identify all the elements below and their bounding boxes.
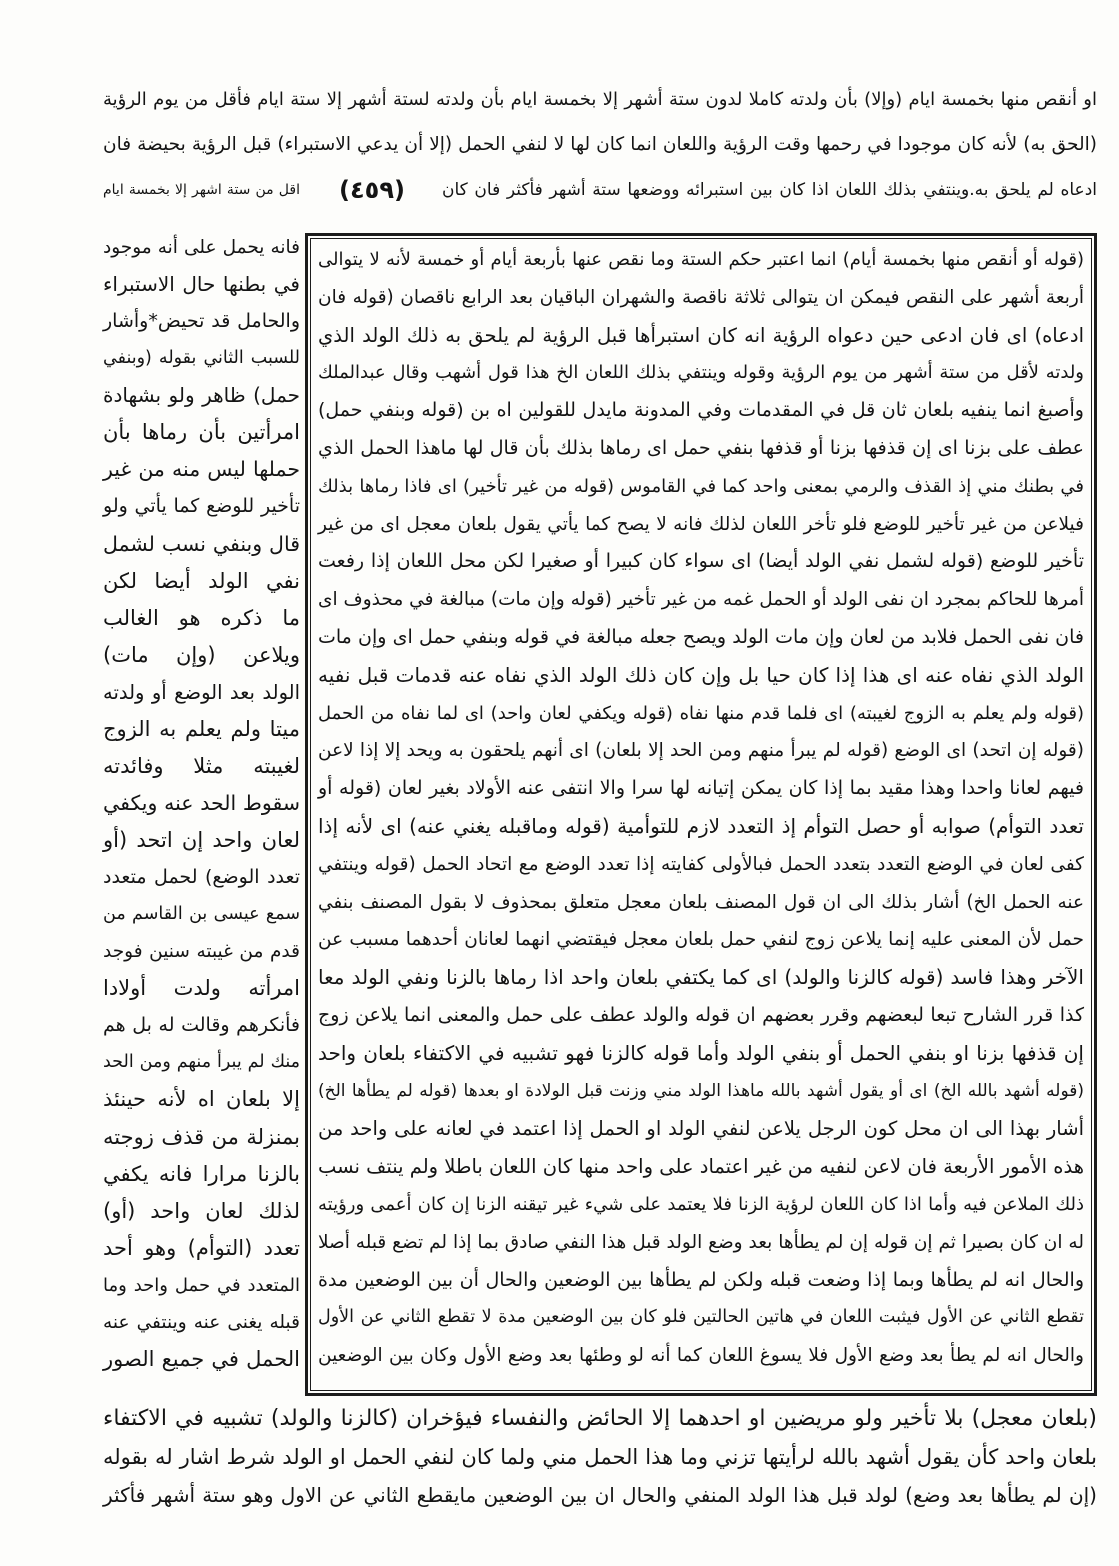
- side-column-line: حمل) ظاهر ولو بشهادة: [103, 383, 300, 408]
- side-column-line: والحامل قد تحيض*وأشار: [103, 310, 300, 333]
- side-column-line: منك لم يبرأ منهم ومن الحد: [103, 1052, 300, 1073]
- side-column-line: ميتا ولم يعلم به الزوج: [103, 716, 300, 741]
- side-column-line: سمع عيسى بن القاسم من: [103, 904, 300, 925]
- commentary-line: أشار بهذا الى ان محل كون الرجل يلاعن لنفي الولد او الحمل إذا اعتمد في لعانه على واحد من: [318, 1117, 1084, 1141]
- commentary-line: (قوله أشهد بالله الخ) اى أو يقول أشهد بالله ماهذا الولد مني وزنت قبل الولادة او بعدها (قوله لم يطأها الخ): [318, 1080, 1084, 1101]
- main-text-line: بلعان واحد كأن يقول أشهد بالله لرأيتها تزني وما هذا الحمل مني ولما كان لنفي الحمل او الولد شرط اشار له بقوله: [103, 1445, 1097, 1469]
- commentary-line: هذه الأمور الأربعة فان لاعن لنفيه من غير اعتماد على واحد منها كان اللعان باطلا ولم ينتف نسب: [318, 1155, 1084, 1179]
- side-column-line: حملها ليس منه من غير: [103, 457, 300, 482]
- page-number: (٤٥٩): [339, 176, 405, 204]
- side-column-line: تعدد (التوأم) وهو أحد: [103, 1235, 300, 1260]
- commentary-line: فيهم لعانا واحدا وهذا مقيد بما إذا كان يمكن إتيانه لها سرا والا انتفى عنه الأولاد بغير لعان (قوله أو: [318, 777, 1084, 800]
- side-column-line: امرأتين بأن رماها بأن: [103, 420, 300, 445]
- side-column-line: قدم من غيبته سنين فوجد: [103, 941, 300, 963]
- commentary-line: وأصبغ انما ينفيه بلعان ثان قل في المقدمات وفي المدونة مايدل للقولين اه بن (قوله وبنفي حمل): [318, 399, 1084, 422]
- side-column-line: فأنكرهم وقالت له بل هم: [103, 1014, 300, 1037]
- commentary-line: تأخير للوضع (قوله لشمل نفي الولد أيضا) اى سواء كان كبيرا أو صغيرا لكن محل اللعان إذا رفعت: [318, 550, 1084, 573]
- commentary-line: فيلاعن من غير تأخير للوضع فلو تأخر اللعان لذلك فانه لا يصح كما يأتي يقول بلعان معجل اى من غير: [318, 513, 1084, 535]
- main-text-line: (بلعان معجل) بلا تأخير ولو مريضين او احدهما إلا الحائض والنفساء فيؤخران (كالزنا والولد) تشبيه في الاكتفاء: [103, 1406, 1097, 1431]
- commentary-line: (قوله أو أنقص منها بخمسة أيام) انما اعتبر حكم الستة وما نقص عنها بأربعة أيام أو خمسة لأنه لا يتوالى: [318, 249, 1084, 270]
- side-column-line: لذلك لعان واحد (أو): [103, 1198, 300, 1223]
- main-text-bottom: [103, 1400, 1097, 1514]
- side-column-line: تعدد الوضع) لحمل متعدد: [103, 866, 300, 889]
- side-column-line: نفي الولد أيضا لكن: [103, 568, 300, 593]
- main-text-line-end: اقل من ستة اشهر إلا بخمسة ايام: [103, 182, 300, 198]
- commentary-line: له ان كان بصيرا ثم إن قوله إن لم يطأها بعد وضع الولد قبل هذا النفي صادق بما إذا لم تضع قبله أصلا: [318, 1231, 1084, 1253]
- commentary-line: (قوله إن اتحد) اى الوضع (قوله لم يبرأ منهم ومن الحد إلا بلعان) اى أنهم يلحقون به ويحد إلا إذا لاعن: [318, 740, 1084, 762]
- commentary-line: فان نفى الحمل فلابد من لعان وإن مات الولد ويصح جعله مبالغة في قوله وبنفي حمل اى وإن مات: [318, 625, 1084, 648]
- side-column-line: إلا بلعان اه لأنه حينئذ: [103, 1087, 300, 1112]
- commentary-line: كذا قرر الشارح تبعا لبعضهم وقرر بعضهم ان قوله والولد عطف على حمل والمعنى انما يلاعن زوج: [318, 1003, 1084, 1026]
- side-column-line: الحمل في جميع الصور: [103, 1346, 300, 1371]
- side-column-line: ويلاعن (وإن مات): [103, 642, 300, 667]
- side-column-line: للسبب الثاني بقوله (وبنفي: [103, 348, 300, 369]
- side-column-line: فانه يحمل على أنه موجود: [103, 237, 300, 258]
- commentary-line: عنه الحمل الخ) أشار بذلك الى ان قول المصنف بلعان معجل متعلق بمحذوف لا بقول المصنف بنفي: [318, 891, 1084, 913]
- commentary-line: ادعاه) اى فان ادعى حين دعواه الرؤية انه كان استبرأها قبل الرؤية لم يلحق به ذلك الولد الذي: [318, 323, 1084, 347]
- main-text-line: (الحق به) لأنه كان موجودا في رحمها وقت الرؤية واللعان انما كان لها لا لنفي الحمل (إلا أن يدعي الاستبراء) قبل الرؤية بحيضة فان: [103, 134, 1097, 155]
- main-text-line: ادعاه لم يلحق به.وينتفي بذلك اللعان اذا كان بين استبرائه ووضعها ستة أشهر فأكثر فان كان: [442, 180, 1097, 200]
- commentary-line: والحال انه لم يطأ بعد وضع الأول فلا يسوغ اللعان كما أنه لو وطئها بعد وضع الأول وكان بين الوضعين: [318, 1345, 1084, 1367]
- commentary-line: الآخر وهذا فاسد (قوله كالزنا والولد) اى كما يكتفي بلعان واحد اذا رماها بالزنا ونفي الولد معا: [318, 965, 1084, 990]
- side-column-line: ما ذكره هو الغالب: [103, 605, 300, 630]
- side-column-line: قال وبنفي نسب لشمل: [103, 531, 300, 556]
- main-text-line: او أنقص منها بخمسة ايام (وإلا) بأن ولدته كاملا لدون ستة أشهر إلا بخمسة ايام بأن ولدته لستة أشهر إلا ستة ايام فأقل من يوم الرؤية: [103, 89, 1097, 110]
- main-text-line: (إن لم يطأها بعد وضع) لولد قبل هذا الولد المنفي والحال ان بين الوضعين مايقطع الثاني عن الاول وهو ستة أشهر فأكثر: [103, 1483, 1097, 1507]
- commentary-box: [305, 233, 1097, 1396]
- commentary-line: في بطنك مني إذ القذف والرمي بمعنى واحد كما في القاموس (قوله من غير تأخير) اى فاذا رماها بذلك: [318, 475, 1084, 497]
- commentary-lines: [318, 241, 1084, 1375]
- side-column: [103, 229, 300, 1378]
- commentary-line: تعدد التوأم) صوابه أو حصل التوأم إذ التعدد لازم للتوأمية (قوله وماقبله يغني عنه) اى لأنه إذا: [318, 813, 1084, 838]
- commentary-line: حمل لأن المعنى عليه إنما يلاعن زوج لنفي حمل بلعان معجل فيقتضي انهما لعانان أحدهما مسبب عن: [318, 929, 1084, 951]
- side-column-line: امرأته ولدت أولادا: [103, 976, 300, 1001]
- commentary-line: والحال انه لم يطأها وبما إذا وضعت قبله ولكن لم يطأها بين الوضعين والحال أن بين الوضعين مدة: [318, 1268, 1084, 1291]
- side-column-line: بالزنا مرارا فانه يكفي: [103, 1161, 300, 1186]
- side-column-line: لعان واحد إن اتحد (أو: [103, 828, 300, 852]
- commentary-line: إن قذفها بزنا او بنفي الحمل أو بنفي الولد وأما قوله كالزنا فهو تشبيه في الاكتفاء بلعان واحد: [318, 1040, 1084, 1065]
- commentary-line: الولد الذي نفاه عنه اى هذا إذا كان حيا بل وإن كان ذلك الولد الذي نفاه عنه قدمات قبل نفيه: [318, 662, 1084, 687]
- commentary-line: ولدته لأقل من ستة أشهر من يوم الرؤية وقوله وينتفي بذلك اللعان الخ هذا قول أشهب وقال عبدالملك: [318, 362, 1084, 384]
- commentary-line: كفى لعان في الوضع التعدد بتعدد الحمل فبالأولى كفايته إذا تعدد الوضع مع اتحاد الحمل (قوله وينتفي: [318, 853, 1084, 875]
- side-column-line: في بطنها حال الاستبراء: [103, 272, 300, 297]
- side-column-line: المتعدد في حمل واحد وما: [103, 1274, 300, 1296]
- side-column-line: سقوط الحد عنه ويكفي: [103, 790, 300, 815]
- commentary-line: عطف على بزنا اى إن قذفها بزنا أو قذفها بنفي حمل اى رماها بذلك بأن قال لها ماهذا الحمل الذي: [318, 436, 1084, 459]
- commentary-line: ذلك الملاعن فيه وأما اذا كان اللعان لرؤية الزنا فلا يعتمد على شيء غير تيقنه الزنا إن كان أعمى ورؤيته: [318, 1193, 1084, 1215]
- side-column-line: الولد بعد الوضع أو ولدته: [103, 680, 300, 704]
- commentary-line: أمرها للحاكم بمجرد ان نفى الولد أو الحمل غمه من غير تأخير (قوله وإن مات) مبالغة في محذوف اى: [318, 589, 1084, 611]
- side-column-line: تأخير للوضع كما يأتي ولو: [103, 495, 300, 518]
- side-column-line: قبله يغنى عنه وينتفي عنه: [103, 1311, 300, 1333]
- commentary-line: تقطع الثاني عن الأول فيثبت اللعان في هاتين الحالتين فلو كان بين الوضعين مدة لا تقطع الثاني عن الأول: [318, 1307, 1084, 1328]
- commentary-line: أربعة أشهر على النقص فيمكن ان يتوالى ثلاثة ناقصة والشهران الباقيان بعد الرابع ناقصان (قوله فان: [318, 286, 1084, 308]
- side-column-line: بمنزلة من قذف زوجته: [103, 1124, 300, 1149]
- commentary-line: (قوله ولم يعلم به الزوج لغيبته) اى فلما قدم منها نفاه (قوله ويكفي لعان واحد) اى لما نفاه من الحمل: [318, 702, 1084, 724]
- side-column-line: لغيبته مثلا وفائدته: [103, 753, 300, 778]
